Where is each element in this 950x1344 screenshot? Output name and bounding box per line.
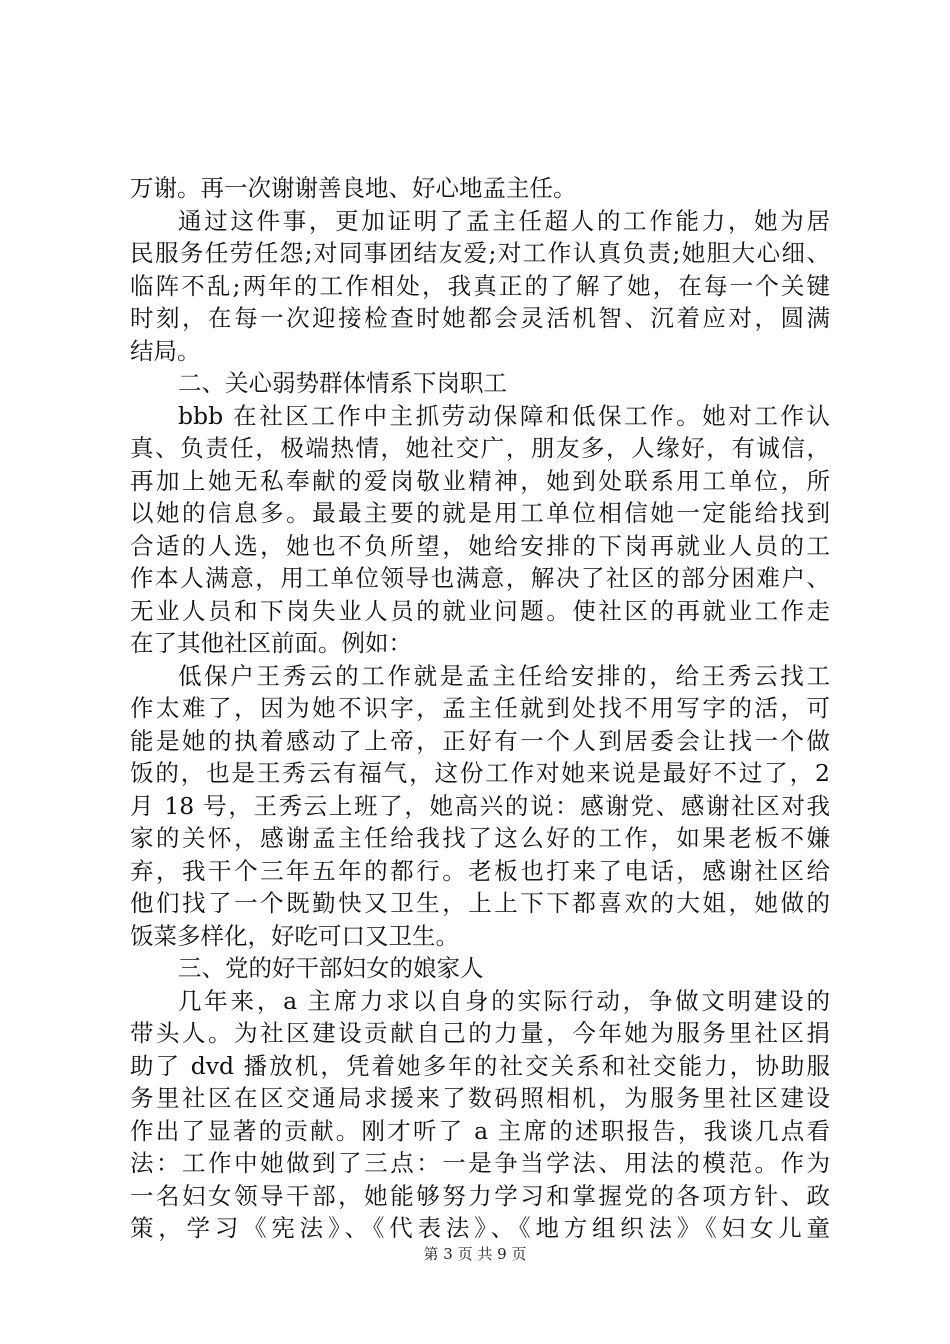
text-line: 通过这件事，更加证明了孟主任超人的工作能力，她为居 <box>178 206 830 235</box>
text-line: 临阵不乱;两年的工作相处，我真正的了解了她，在每一个关键 <box>130 271 830 300</box>
text-line: 无业人员和下岗失业人员的就业问题。使社区的再就业工作走 <box>130 596 830 625</box>
text-line: 家的关怀，感谢孟主任给我找了这么好的工作，如果老板不嫌 <box>130 824 830 852</box>
text-line: 饭菜多样化，好吃可口又卫生。 <box>130 921 459 950</box>
text-line: 结局。 <box>130 336 201 365</box>
text-line: 弃，我干个三年五年的都行。老板也打来了电话，感谢社区给 <box>130 856 830 885</box>
text-line: 策，学习《宪法》、《代表法》、《地方组织法》《妇女儿童 <box>130 1214 830 1242</box>
text-line: 法：工作中她做到了三点：一是争当学法、用法的模范。作为 <box>130 1149 830 1177</box>
text-line: 合适的人选，她也不负所望，她给安排的下岗再就业人员的工 <box>130 531 830 560</box>
text-line: 作太难了，因为她不识字，孟主任就到处找不用写字的活，可 <box>130 694 830 722</box>
text-line: 三、党的好干部妇女的娘家人 <box>178 954 484 982</box>
text-line: 饭的，也是王秀云有福气，这份工作对她来说是最好不过了，2 <box>130 759 830 787</box>
text-line: 以她的信息多。最最主要的就是用工单位相信她一定能给找到 <box>130 499 830 527</box>
text-line: 作出了显著的贡献。刚才听了 a 主席的述职报告，我谈几点看 <box>130 1116 830 1145</box>
text-line: 作本人满意，用工单位领导也满意，解决了社区的部分困难户、 <box>130 564 830 592</box>
text-line: 能是她的执着感动了上帝，正好有一个人到居委会让找一个做 <box>130 726 830 755</box>
text-line: 万谢。再一次谢谢善良地、好心地孟主任。 <box>130 174 577 202</box>
text-line: bbb 在社区工作中主抓劳动保障和低保工作。她对工作认 <box>178 401 830 430</box>
text-line: 时刻，在每一次迎接检查时她都会灵活机智、沉着应对，圆满 <box>130 304 830 332</box>
text-line: 再加上她无私奉献的爱岗敬业精神，她到处联系用工单位，所 <box>130 466 830 495</box>
document-body <box>130 172 830 1245</box>
text-line: 几年来，a 主席力求以自身的实际行动，争做文明建设的 <box>178 986 830 1015</box>
text-line: 务里社区在区交通局求援来了数码照相机，为服务里社区建设 <box>130 1084 830 1112</box>
text-line: 助了 dvd 播放机，凭着她多年的社交关系和社交能力，协助服 <box>130 1051 830 1080</box>
text-line: 真、负责任，极端热情，她社交广，朋友多，人缘好，有诚信， <box>130 434 830 462</box>
page-footer: 第 3 页 共 9 页 <box>423 1245 527 1263</box>
text-line: 一名妇女领导干部，她能够努力学习和掌握党的各项方针、政 <box>130 1181 830 1210</box>
text-line: 在了其他社区前面。例如： <box>130 629 412 657</box>
text-line: 民服务任劳任怨;对同事团结友爱;对工作认真负责;她胆大心细、 <box>130 239 830 267</box>
text-line: 带头人。为社区建设贡献自己的力量，今年她为服务里社区捐 <box>130 1019 830 1047</box>
text-line: 他们找了一个既勤快又卫生，上上下下都喜欢的大姐，她做的 <box>130 889 830 917</box>
text-line: 二、关心弱势群体情系下岗职工 <box>178 369 507 397</box>
text-line: 月 18 号，王秀云上班了，她高兴的说：感谢党、感谢社区对我 <box>130 791 830 820</box>
text-line: 低保户王秀云的工作就是孟主任给安排的，给王秀云找工 <box>178 661 830 690</box>
